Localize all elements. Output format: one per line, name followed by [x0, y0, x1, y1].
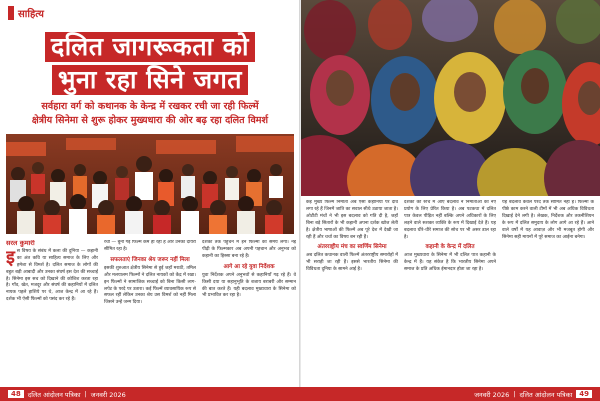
right-footer-separator: | [513, 390, 516, 398]
column-3-text: दर्शकों तक पहुँचने में इन फिल्मों को समय लगा। नई पीढ़ी के फिल्मकार अब अपनी पहचान और अनुभव को कहानी का हिस्सा बना रहे हैं। [202, 240, 296, 259]
left-footer [0, 387, 300, 401]
right-column-3 [502, 200, 594, 383]
right-column-2 [404, 200, 496, 383]
right-column-2-text: दर्शकों की रुचि में आए बदलाव ने निर्माताओं को नए प्रयोग के लिए प्रेरित किया है। अब पटकथा में दलित पात्र केवल पीड़ित नहीं बल्कि अपने अधिकारों के लिए लड़ने वाले सशक्त व्यक्ति के रूप में दिखाई देते हैं। यह बदलाव धीरे-धीरे समाज की सोच पर भी असर डाल रहा है। [404, 200, 496, 240]
column-2-text: इसकी शुरुआत क्षेत्रीय सिनेमा से हुई जहाँ मराठी, तमिल और मलयालम फिल्मों ने दलित नायकों को केंद्र में रखा। इन फिल्मों ने सामाजिक सच्चाई को बिना किसी लाग-लपेट के परदे पर उतारा। कई फिल्में व्यावसायिक रूप से सफल रहीं लेकिन उनका श्रेय उस विमर्श को नहीं मिला जिसने उन्हें जन्म दिया। [104, 265, 196, 306]
headline-line-2: भुना रहा सिने जगत [52, 65, 248, 95]
column-3-subhead: आगे आ रहे युवा निर्देशक [223, 263, 275, 270]
column-1-text: स विषय के संबंध में कला की दुनिया — कहानी का अंत कवि या साहित्य समाज के लिए और हमेशा से विमर्श है। दलित समाज के लोगों की बहुत बड़ी आबादी और उनका संघर्ष इस देश की सच्चाई है। सिनेमा इस सच को दिखाने की कोशिश करता रहा है। गाँव, खेत, मजदूर और संघर्ष की कहानियों में दलित नायक पहले हाशिये पर थे, आज केन्द्र में आ रहे हैं। दर्शक भी ऐसी फिल्मों को पसंद कर रहे हैं। [6, 248, 98, 303]
deck [6, 100, 294, 128]
women-crowd-photo [300, 0, 600, 196]
column-2-subhead: सफलताएं जिनका श्रेय जरूर नहीं मिला [110, 256, 190, 263]
deck-line-1: सर्वहारा वर्ग को कथानक के केन्द्र में रखकर रची जा रही फिल्में [41, 101, 259, 112]
women-crowd-photo-art [300, 0, 600, 196]
left-footer-issue: जनवरी 2026 [90, 390, 126, 399]
column-3-text-2: युवा निर्देशक अपने अनुभवों से कहानियाँ गढ़ रहे हैं। वे किसी दया या सहानुभूति के बजाय बराबरी और सम्मान की बात करते हैं। यही बदलाव मुख्यधारा के सिनेमा को भी प्रभावित कर रहा है। [202, 272, 296, 299]
section-tag-bar [8, 6, 14, 20]
article-column-1 [6, 240, 98, 385]
right-column-1 [306, 200, 398, 383]
headline [0, 32, 300, 98]
right-column-2-text-2: आज मुख्यधारा के सिनेमा में भी दलित पात्र कहानी के केन्द्र में हैं। यह संकेत है कि भारतीय सिनेमा अपने समाज के प्रति अधिक ईमानदार होता जा रहा है। [404, 253, 496, 273]
right-footer-magazine: दलित आंदोलन पत्रिका [519, 390, 573, 399]
page-gutter [299, 0, 301, 387]
crowd-photo-art [6, 134, 294, 234]
right-column-2-subhead: कहानी के केन्द्र में दलित [425, 244, 475, 251]
left-page-number: 48 [8, 390, 24, 398]
right-column-1-subhead: अंतरराष्ट्रीय मंच का स्वर्णिम सिनेमा [317, 244, 387, 251]
crowd-photo [6, 134, 294, 234]
right-footer-issue: जनवरी 2026 [474, 390, 510, 399]
deck-line-2: क्षेत्रीय सिनेमा से शुरू होकर मुख्यधारा की ओर बढ़ रहा दलित विमर्श [31, 115, 269, 126]
section-label: साहित्य [18, 9, 44, 20]
right-page [300, 0, 600, 401]
headline-line-1: दलित जागरूकता को [45, 32, 255, 62]
left-footer-separator: | [84, 390, 87, 398]
right-footer [300, 387, 600, 401]
article-body [6, 240, 296, 385]
drop-cap: इ [6, 246, 15, 268]
right-column-1-text: कई मुख्य फिल्म निर्माता अब ऐसी कहानियों पर दाँव लगा रहे हैं जिनमें जाति का सवाल सीधे उठाया जाता है। ओटीटी मंचों ने भी इस बदलाव को गति दी है, जहाँ बिना बड़े सितारों के भी कहानी अपना दर्शक खोज लेती है। क्षेत्रीय भाषाओं की फिल्में अब पूरे देश में देखी जा रही हैं और चर्चा का विषय बन रही हैं। [306, 200, 398, 240]
article-column-3 [202, 240, 296, 385]
left-footer-magazine: दलित आंदोलन पत्रिका [27, 390, 81, 399]
right-article-body [306, 200, 594, 383]
right-column-1-text-2: अब दलित कथानक वाली फिल्में अंतरराष्ट्रीय समारोहों में भी सराही जा रही हैं। इससे भारतीय सिनेमा की विविधता दुनिया के सामने आई है। [306, 253, 398, 273]
section-tag [8, 6, 44, 20]
article-column-2 [104, 240, 196, 385]
right-page-number: 49 [576, 390, 592, 398]
column-2-top-text: रची — बुनी गई फिल्में कम ही रहीं हैं और उनका दायरा सीमित रहा है। [104, 240, 196, 252]
author-name: सरल कुमारी [6, 240, 35, 247]
right-column-3-text: यह बदलाव केवल परदे तक सीमित नहीं है। फिल्मों के पीछे काम करने वाली टीमों में भी अब अधिक विविधता दिखाई देने लगी है। लेखक, निर्देशक और तकनीशियन के रूप में दलित समुदाय के लोग आगे आ रहे हैं। आने वाले वर्षों में यह आवाज़ और भी मजबूत होगी और सिनेमा सही मायनों में पूरे समाज का आईना बनेगा। [502, 200, 594, 240]
